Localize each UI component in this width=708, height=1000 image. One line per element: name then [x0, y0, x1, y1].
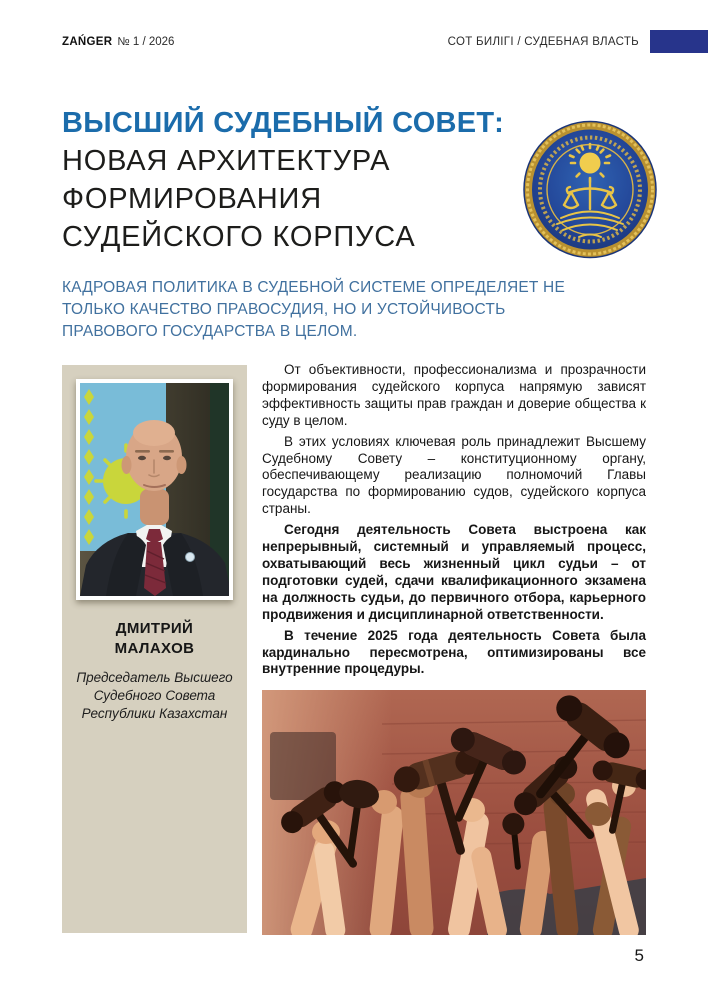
lede-text: КАДРОВАЯ ПОЛИТИКА В СУДЕБНОЙ СИСТЕМЕ ОПРЕДЕЛЯЕТ НЕ ТОЛЬКО КАЧЕСТВО ПРАВОСУДИЯ, НО И УСТОЙЧИВОСТЬ ПРАВОВОГО ГОСУДАРСТВА В ЦЕЛОМ. [62, 279, 565, 340]
author-name: ДМИТРИЙ МАЛАХОВ [114, 620, 195, 657]
gavels-photo [262, 690, 646, 935]
title-line-2: НОВАЯ АРХИТЕКТУРА [62, 145, 391, 177]
author-role: Председатель Высшего Судебного Совета Республики Казахстан [76, 670, 233, 721]
article-paragraph: В этих условиях ключевая роль принадлежит Высшему Судебному Совету – конституционному органу, обеспечивающему реализацию полномочий Главы государства по формированию судов, судейского корпуса страны. [262, 433, 646, 517]
issue-number: № 1 / 2026 [117, 35, 175, 48]
author-panel [62, 365, 247, 933]
article-body [262, 362, 646, 682]
gavels-graphic [262, 690, 646, 935]
article-title [62, 104, 537, 256]
title-line-1: ВЫСШИЙ СУДЕБНЫЙ СОВЕТ: [62, 107, 505, 139]
portrait-photo [80, 383, 229, 596]
judicial-council-seal [521, 119, 659, 260]
section-label: СОТ БИЛІГІ / СУДЕБНАЯ ВЛАСТЬ [447, 35, 639, 48]
section-color-block [650, 30, 708, 53]
article-paragraph: Сегодня деятельность Совета выстроена как непрерывный, системный и управляемый процесс, охватывающий весь жизненный цикл судьи – от подготовки судей, сдачи квалификационного экзамена на должность судьи, до первичного отбора, карьерного продвижения и дисциплинарной ответственности. [262, 522, 646, 622]
header-right [448, 30, 708, 53]
title-line-4: СУДЕЙСКОГО КОРПУСА [62, 221, 416, 253]
title-line-3: ФОРМИРОВАНИЯ [62, 183, 322, 215]
journal-name: ZAŃGER [62, 35, 113, 48]
article-paragraph: От объективности, профессионализма и прозрачности формирования судейского корпуса напрямую зависят эффективность защиты прав граждан и доверие общества к суду в целом. [262, 362, 646, 428]
page-header [62, 30, 708, 53]
photo-frame [76, 379, 233, 600]
seal-graphic [521, 119, 659, 260]
article-paragraph: В течение 2025 года деятельность Совета была кардинально пересмотрена, оптимизированы все внутренние процедуры. [262, 627, 646, 677]
page-number: 5 [634, 946, 644, 965]
